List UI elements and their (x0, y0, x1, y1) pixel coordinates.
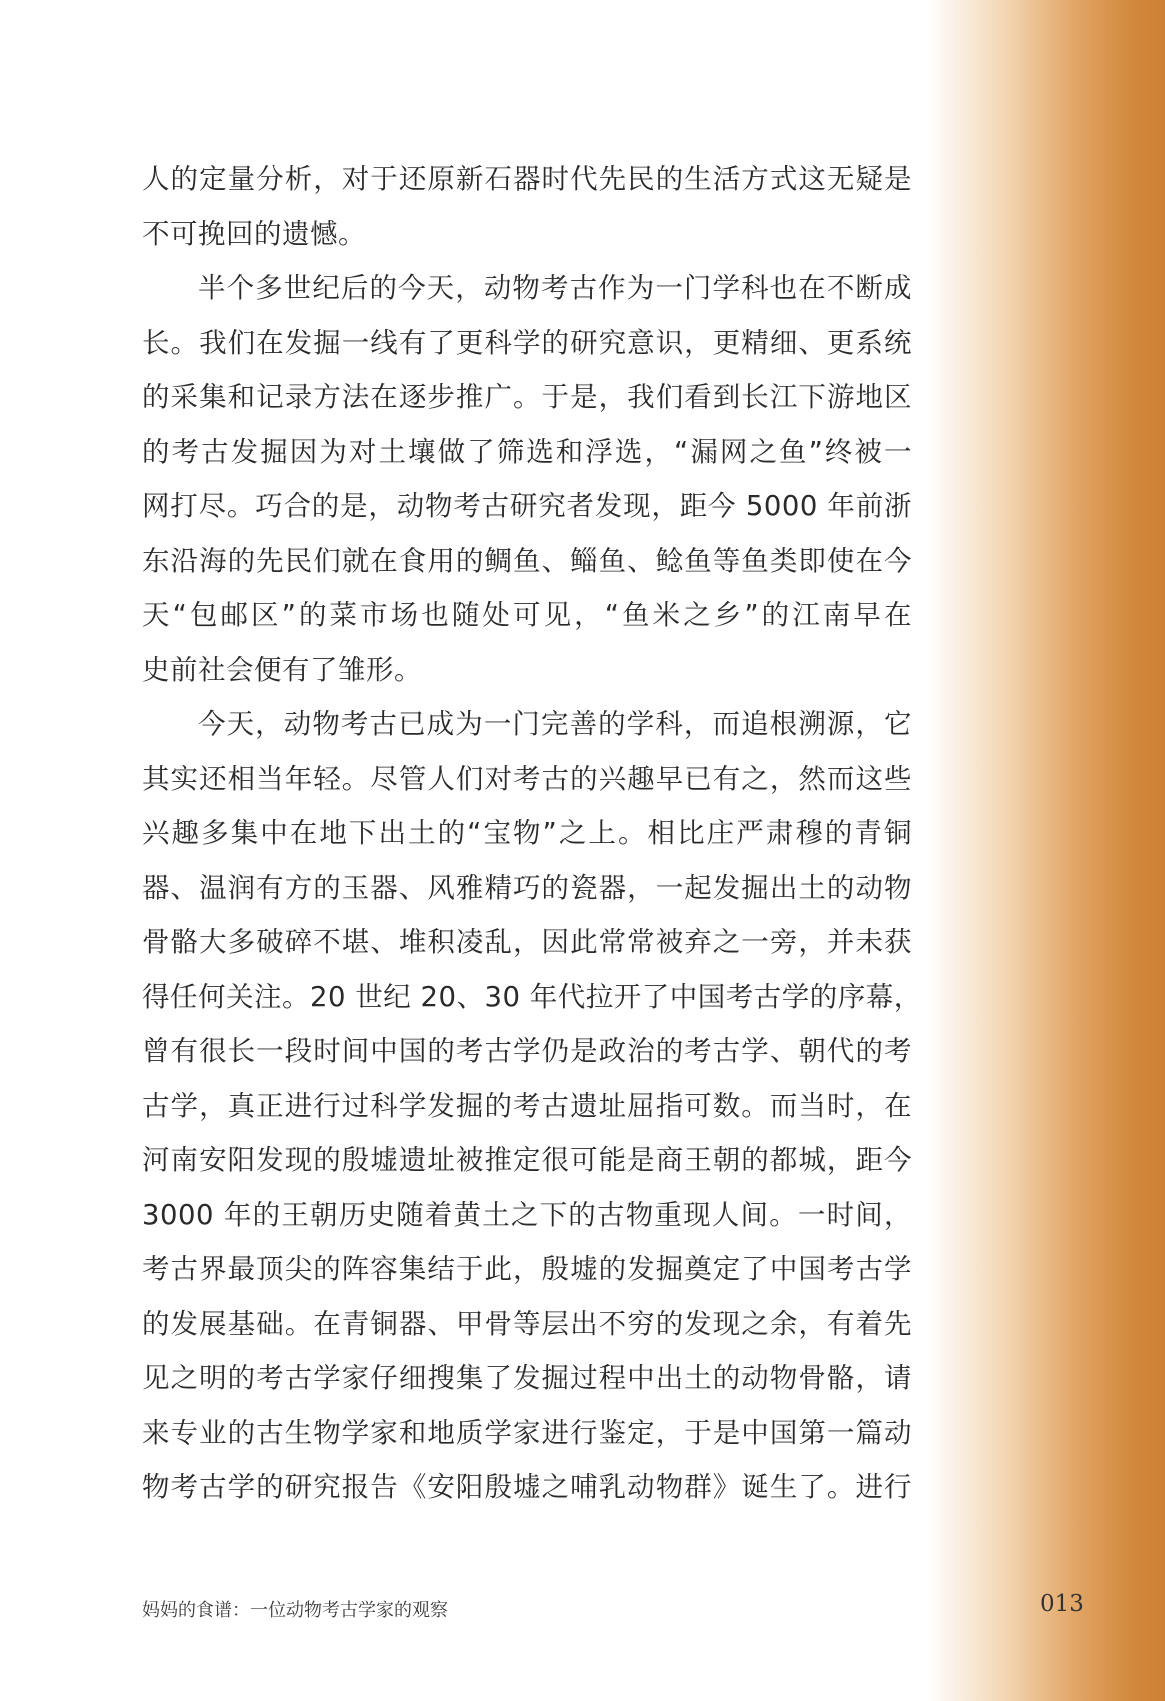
text-line: 网打尽。巧合的是，动物考古研究者发现，距今 5000 年前浙 (142, 490, 912, 522)
text-line: 3000 年的王朝历史随着黄土之下的古物重现人间。一时间， (142, 1198, 912, 1231)
decorative-side-band (926, 0, 1165, 1701)
text-line: 古学，真正进行过科学发掘的考古遗址屈指可数。而当时，在 (142, 1089, 912, 1122)
page-number: 013 (1040, 1591, 1084, 1617)
text-line: 得任何关注。20 世纪 20、30 年代拉开了中国考古学的序幕， (142, 980, 922, 1013)
text-line: 长。我们在发掘一线有了更科学的研究意识，更精细、更系统 (142, 326, 912, 359)
text-line: 考古界最顶尖的阵容集结于此，殷墟的发掘奠定了中国考古学 (142, 1253, 912, 1285)
text-line: 河南安阳发现的殷墟遗址被推定很可能是商王朝的都城，距今 (142, 1144, 912, 1176)
text-line: 史前社会便有了雏形。 (142, 653, 422, 686)
body-text (142, 152, 922, 1515)
text-line: 器、温润有方的玉器、风雅精巧的瓷器，一起发掘出土的动物 (142, 871, 912, 904)
text-line: 的发展基础。在青铜器、甲骨等层出不穷的发现之余，有着先 (142, 1307, 912, 1340)
text-line: 不可挽回的遗憾。 (142, 217, 366, 250)
text-line: 来专业的古生物学家和地质学家进行鉴定，于是中国第一篇动 (142, 1416, 912, 1449)
text-line: 其实还相当年轻。尽管人们对考古的兴趣早已有之，然而这些 (142, 762, 912, 795)
text-line: 东沿海的先民们就在食用的鲷鱼、鲻鱼、鲶鱼等鱼类即使在今 (142, 544, 912, 577)
text-line: 物考古学的研究报告《安阳殷墟之哺乳动物群》诞生了。进行 (142, 1471, 912, 1503)
running-footer-book-title: 妈妈的食谱：一位动物考古学家的观察 (142, 1600, 448, 1621)
text-line: 人的定量分析，对于还原新石器时代先民的生活方式这无疑是 (142, 163, 912, 195)
text-line: 的采集和记录方法在逐步推广。于是，我们看到长江下游地区 (142, 381, 912, 413)
text-line: 骨骼大多破碎不堪、堆积凌乱，因此常常被弃之一旁，并未获 (142, 926, 912, 958)
text-line: 天“包邮区”的菜市场也随处可见，“鱼米之乡”的江南早在 (142, 599, 912, 631)
text-line: 的考古发掘因为对土壤做了筛选和浮选，“漏网之鱼”终被一 (142, 435, 912, 468)
paragraph-start-line: 今天，动物考古已成为一门完善的学科，而追根溯源，它 (198, 708, 912, 740)
paragraph-start-line: 半个多世纪后的今天，动物考古作为一门学科也在不断成 (198, 272, 912, 304)
text-line: 兴趣多集中在地下出土的“宝物”之上。相比庄严肃穆的青铜 (142, 817, 912, 849)
text-line: 曾有很长一段时间中国的考古学仍是政治的考古学、朝代的考 (142, 1035, 912, 1067)
text-line: 见之明的考古学家仔细搜集了发掘过程中出土的动物骨骼，请 (142, 1362, 912, 1394)
